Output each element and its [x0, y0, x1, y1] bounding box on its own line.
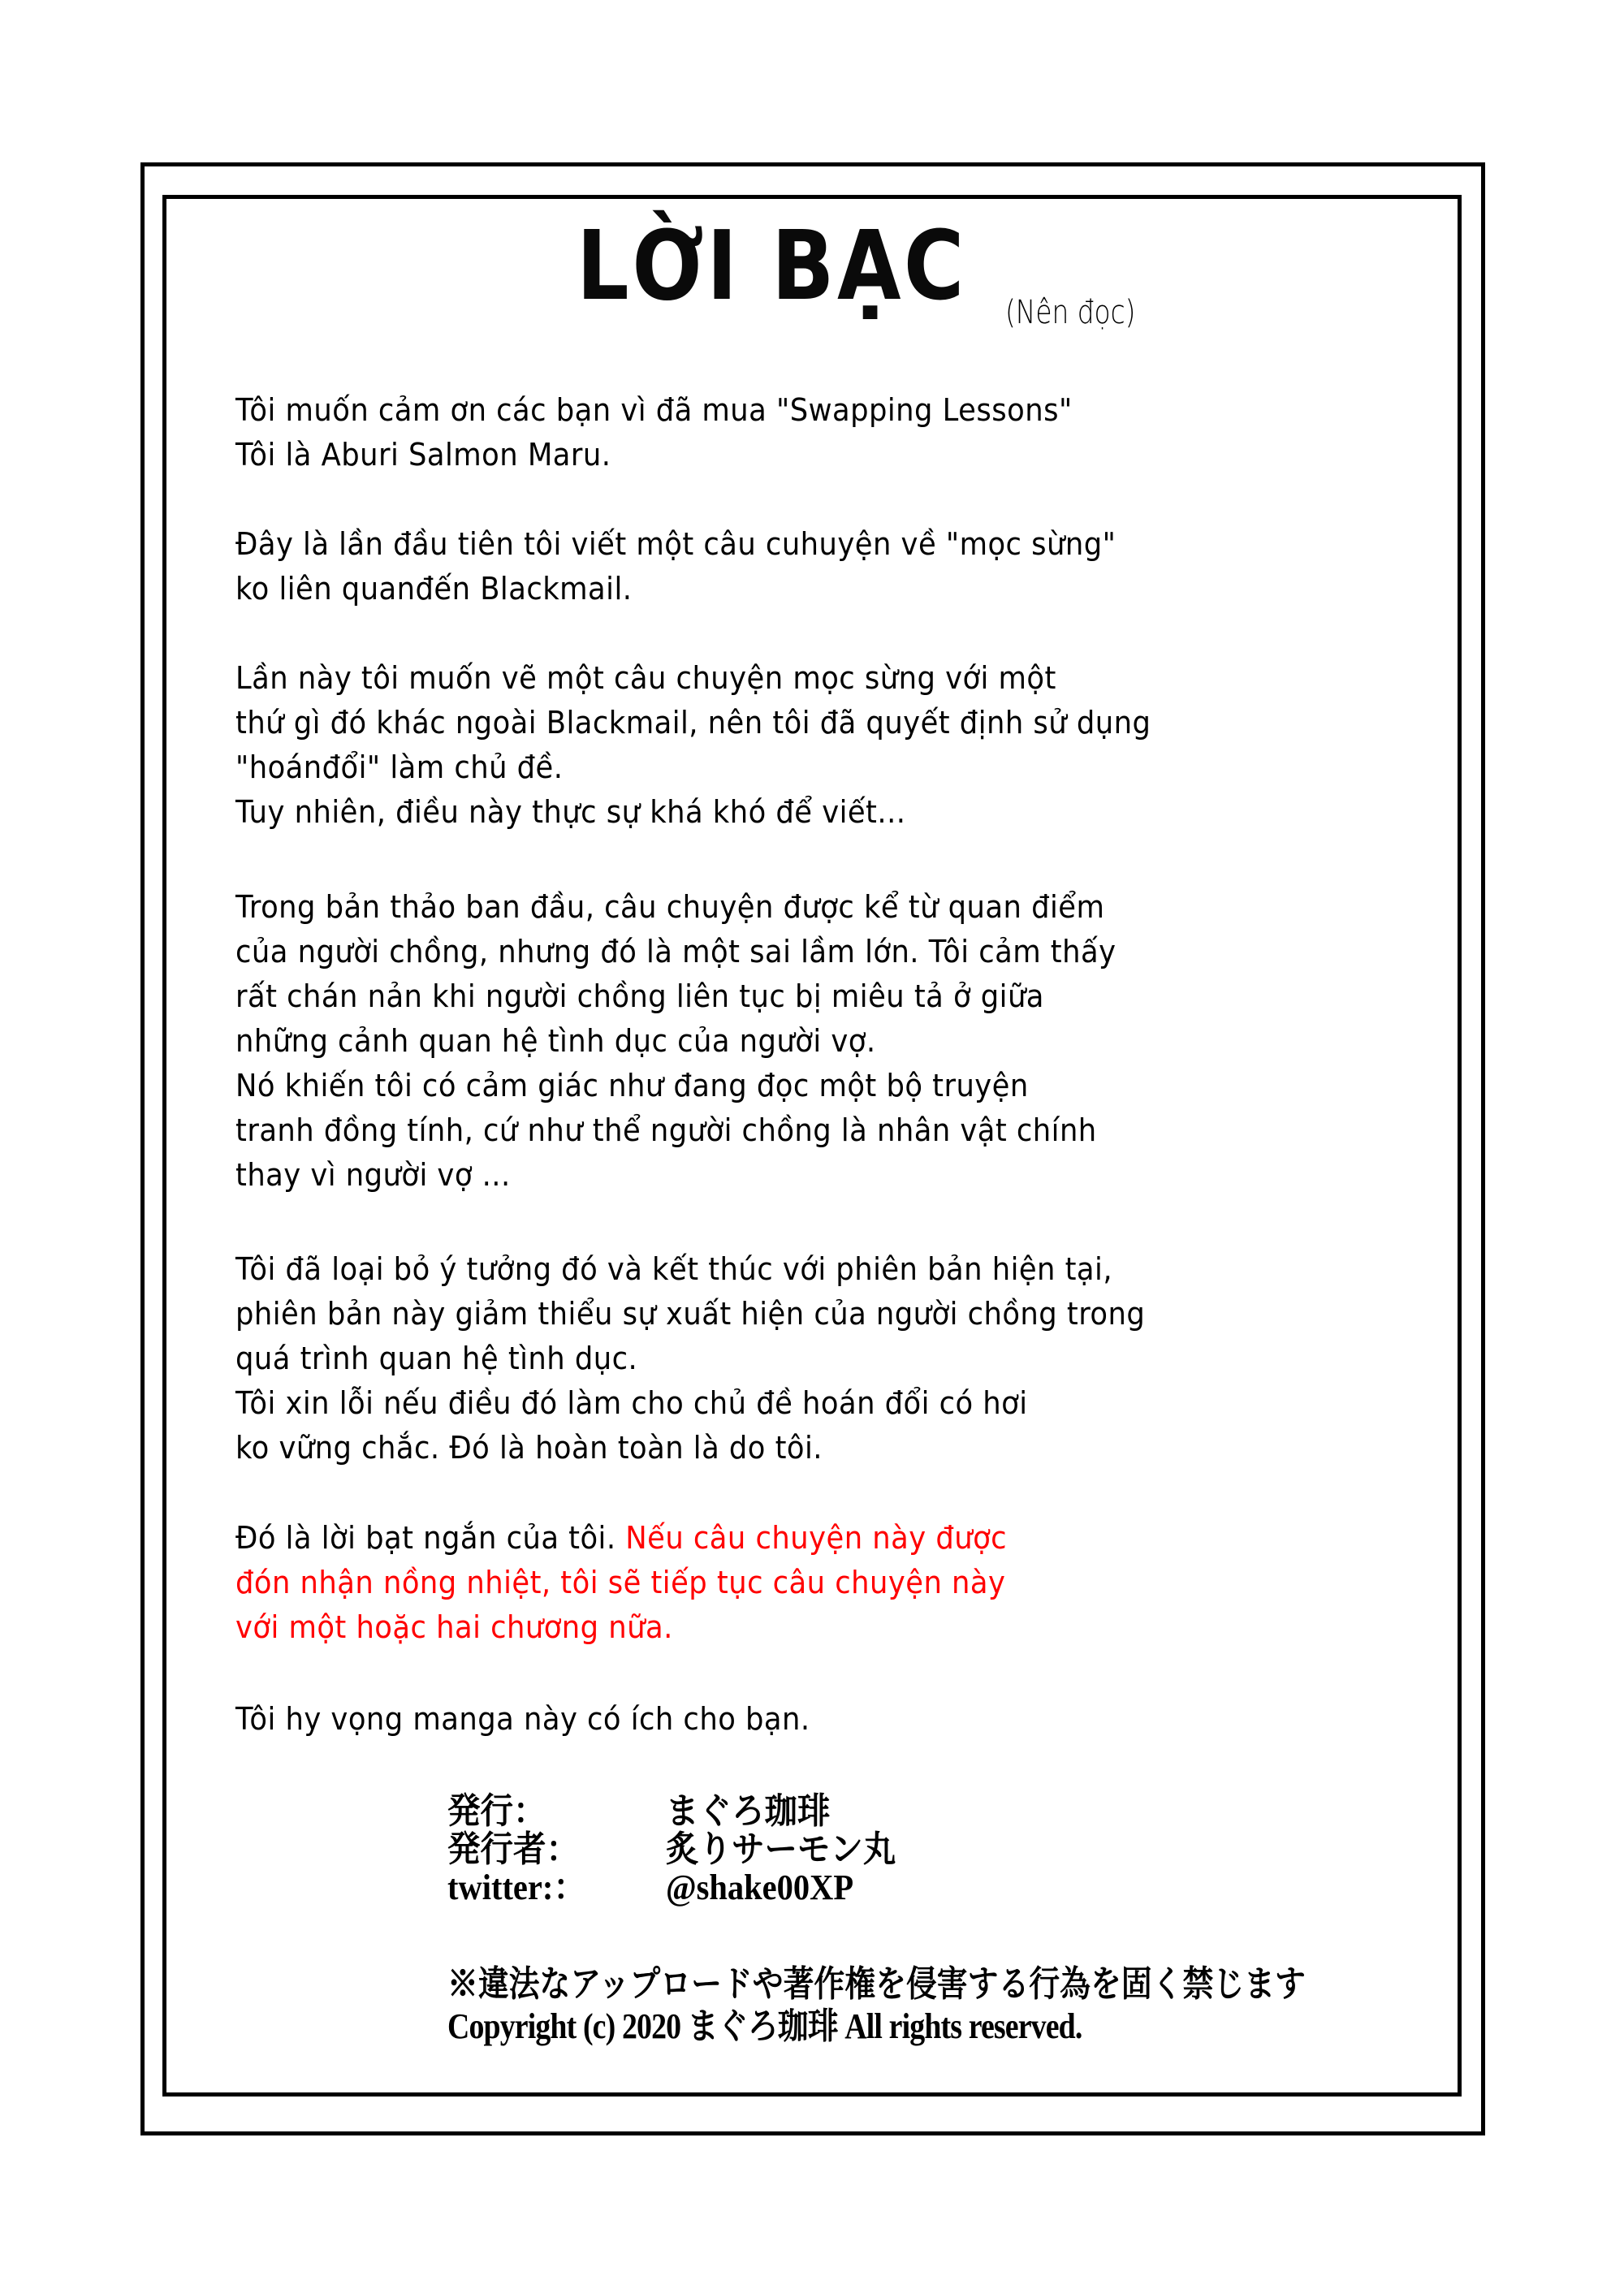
text-line: tranh đồng tính, cứ như thể người chồng là nhân vật chính: [235, 1112, 1097, 1148]
paragraph-theme: [235, 656, 1453, 835]
text-line: quá trình quan hệ tình dục.: [235, 1341, 638, 1376]
text-line: những cảnh quan hệ tình dục của người vợ.: [235, 1023, 876, 1059]
text-line: của người chồng, nhưng đó là một sai lầm lớn. Tôi cảm thấy: [235, 934, 1116, 969]
page-subtitle: (Nên đọc): [1005, 294, 1136, 331]
credits-value: 炙りサーモン丸: [666, 1829, 896, 1869]
paragraph-hope: [235, 1697, 1453, 1742]
legal-notice: [447, 1963, 1445, 2048]
text-line: Đây là lần đầu tiên tôi viết một câu cuhuyện về "mọc sừng": [235, 526, 1116, 562]
text-line: "hoánđổi" làm chủ đề.: [235, 749, 564, 785]
highlight-red-text: đón nhận nồng nhiệt, tôi sẽ tiếp tục câu chuyện này: [235, 1565, 1006, 1600]
text-line: Trong bản thảo ban đầu, câu chuyện được kể từ quan điểm: [235, 889, 1105, 925]
credits-label: twitter:：: [447, 1868, 586, 1907]
text-line: thứ gì đó khác ngoài Blackmail, nên tôi đã quyết định sử dụng: [235, 705, 1151, 741]
upload-warning: ※違法なアップロードや著作権を侵害する行為を固く禁じます: [447, 1964, 1306, 2004]
text-line-mixed: [235, 1516, 1368, 1561]
highlight-red-text: với một hoặc hai chương nữa.: [235, 1609, 673, 1645]
credits-row-twitter: [447, 1868, 916, 1907]
text-line: Tôi hy vọng manga này có ích cho bạn.: [235, 1701, 810, 1737]
twitter-handle: @shake00XP: [666, 1868, 854, 1907]
text-line: rất chán nản khi người chồng liên tục bị miêu tả ở giữa: [235, 978, 1044, 1014]
credits-table: [447, 1792, 916, 1907]
credits-row-author: [447, 1830, 916, 1868]
credits-row-publisher: [447, 1792, 916, 1830]
paragraph-thanks: [235, 388, 1453, 477]
copyright-line: Copyright (c) 2020 まぐろ珈琲 All rights reserved.: [447, 2006, 1082, 2046]
text-line: Lần này tôi muốn vẽ một câu chuyện mọc sừng với một: [235, 660, 1056, 696]
text-line: ko vững chắc. Đó là hoàn toàn là do tôi.: [235, 1430, 823, 1466]
credits-value: まぐろ珈琲: [666, 1791, 831, 1831]
page-title: LỜI BẠC: [577, 209, 967, 322]
text-line: Nó khiến tôi có cảm giác như đang đọc một bộ truyện: [235, 1068, 1029, 1103]
text-line: thay vì người vợ ...: [235, 1157, 511, 1193]
credits-label: 発行者：: [447, 1829, 579, 1869]
highlight-red-text: Nếu câu chuyện này được: [625, 1520, 1008, 1556]
paragraph-draft: [235, 885, 1453, 1198]
paragraph-first-story: [235, 522, 1453, 611]
text-line: phiên bản này giảm thiểu sự xuất hiện của người chồng trong: [235, 1296, 1146, 1332]
paragraph-revision: [235, 1247, 1453, 1470]
page-title-block: [577, 209, 1030, 322]
text-line: Tuy nhiên, điều này thực sự khá khó để viết...: [235, 794, 906, 830]
text-line: Tôi xin lỗi nếu điều đó làm cho chủ đề hoán đổi có hơi: [235, 1385, 1028, 1421]
paragraph-closing: [235, 1516, 1453, 1650]
text-line: Tôi đã loại bỏ ý tưởng đó và kết thúc với phiên bản hiện tại,: [235, 1251, 1113, 1287]
closing-black-text: Đó là lời bạt ngắn của tôi.: [235, 1520, 626, 1556]
text-line: Tôi muốn cảm ơn các bạn vì đã mua "Swapping Lessons": [235, 392, 1073, 428]
credits-label: 発行：: [447, 1791, 546, 1831]
text-line: Tôi là Aburi Salmon Maru.: [235, 437, 611, 473]
text-line: ko liên quanđến Blackmail.: [235, 571, 633, 607]
